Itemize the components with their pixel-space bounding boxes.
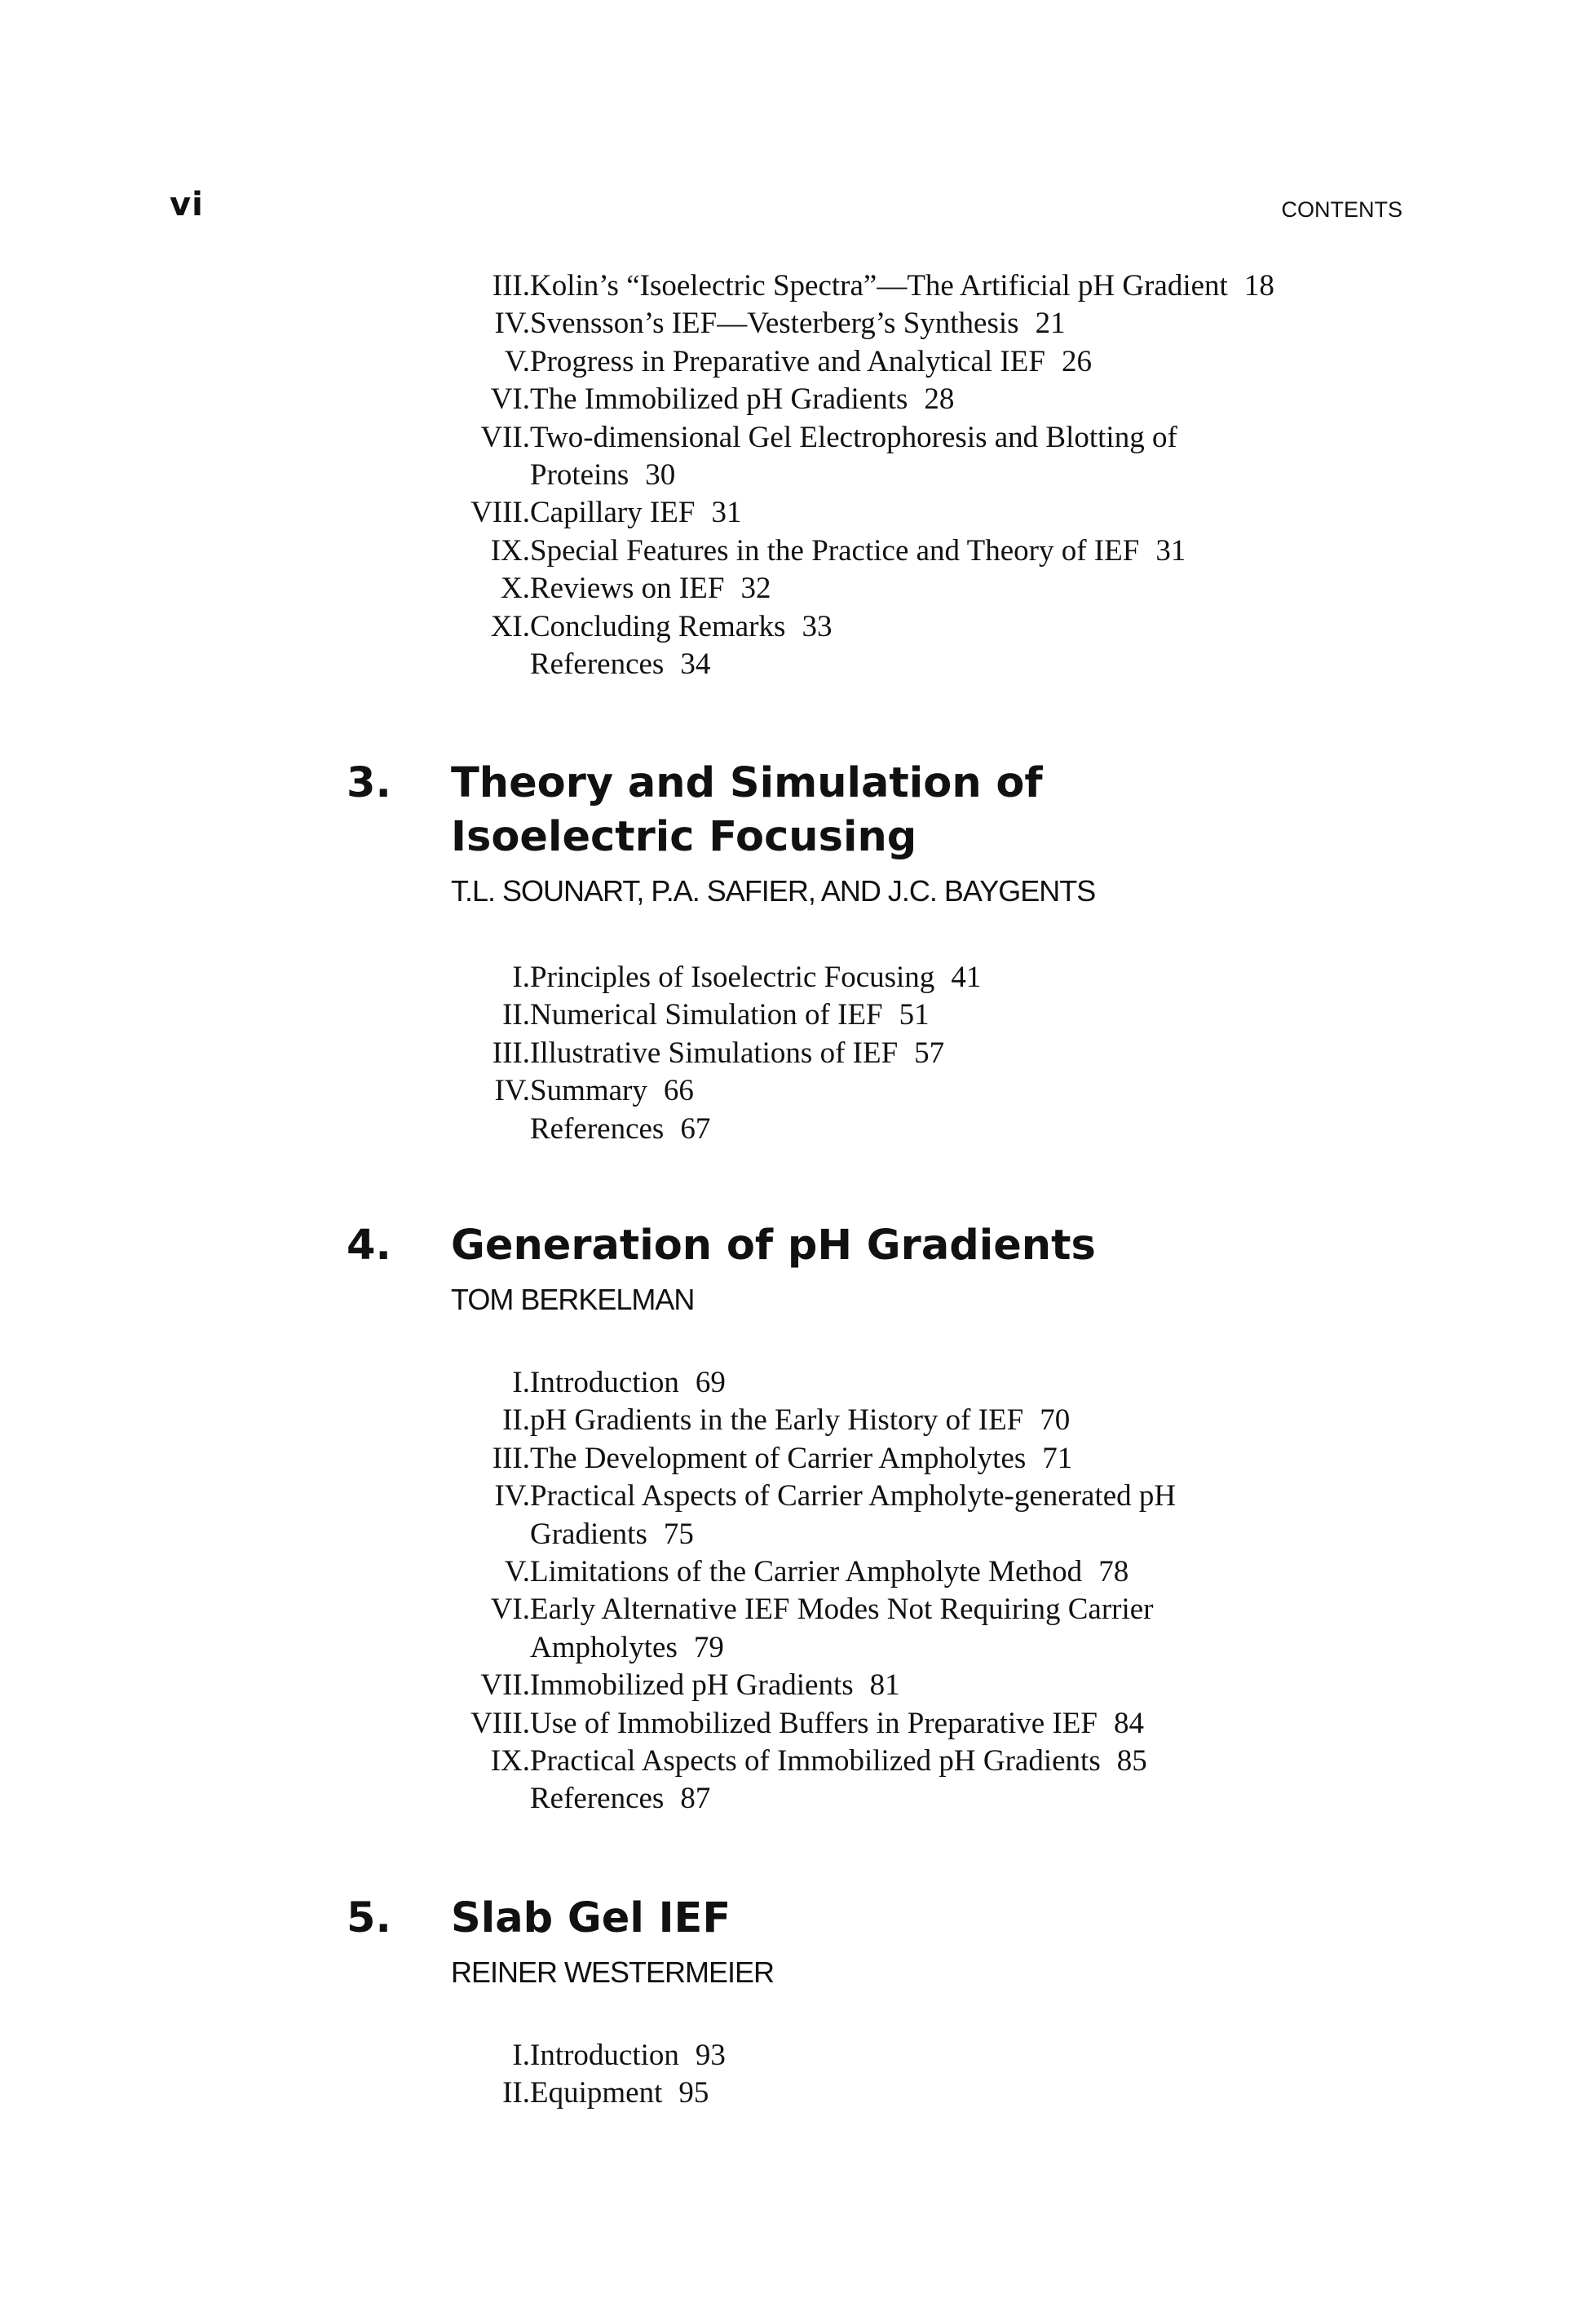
section-page-number: 32 <box>740 572 771 606</box>
section-page-number: 81 <box>869 1668 900 1703</box>
section-title-text: The Immobilized pH Gradients <box>530 382 908 417</box>
section-title <box>530 959 981 996</box>
section-page-number: 78 <box>1098 1554 1129 1588</box>
section-numeral: III. <box>492 1441 530 1475</box>
section-page-number: 57 <box>914 1036 945 1070</box>
toc-entry-line <box>0 1072 1590 1110</box>
running-head: CONTENTS <box>1281 197 1402 222</box>
section-title-text: Illustrative Simulations of IEF <box>530 1036 899 1070</box>
toc-entry-line <box>0 1440 1590 1478</box>
chapter-number: 4. <box>347 1222 391 1270</box>
toc-entry-line <box>0 1629 1590 1667</box>
toc-entry-line <box>0 343 1590 381</box>
section-page-number: 75 <box>663 1517 694 1551</box>
toc-entry-line <box>0 1516 1590 1553</box>
section-numeral: III. <box>492 269 530 303</box>
section-numeral: V. <box>504 344 530 378</box>
section-title-text: Concluding Remarks <box>530 609 786 643</box>
section-title <box>530 1591 1153 1628</box>
section-title <box>530 1478 1176 1515</box>
section-title-text: Summary <box>530 1074 647 1108</box>
section-numeral: IX. <box>490 1743 530 1778</box>
section-title-text: Introduction <box>530 2039 679 2072</box>
section-title <box>530 608 832 646</box>
toc-entry-line <box>0 305 1590 342</box>
section-title <box>530 1516 694 1553</box>
chapter-authors: TOM BERKELMAN <box>451 1283 695 1316</box>
section-title-text: pH Gradients in the Early History of IEF <box>530 1403 1024 1438</box>
toc-entry-line <box>0 1553 1590 1591</box>
section-numeral: VIII. <box>470 1706 530 1740</box>
toc-entry-line <box>0 1402 1590 1439</box>
chapter-title: Generation of pH Gradients <box>451 1222 1096 1270</box>
section-title-text: Practical Aspects of Immobilized pH Gradients <box>530 1743 1101 1778</box>
toc-entry-line <box>0 1743 1590 1780</box>
toc-entry-line <box>0 267 1590 305</box>
toc-entry-line <box>0 381 1590 418</box>
toc-entry-line <box>0 1035 1590 1072</box>
section-title <box>530 1111 710 1148</box>
section-numeral: VII. <box>480 1668 530 1703</box>
toc-entry-line <box>0 1111 1590 1148</box>
section-numeral: IV. <box>494 1479 530 1513</box>
section-title <box>530 1364 726 1402</box>
section-title-text: Gradients <box>530 1517 647 1551</box>
section-page-number: 41 <box>951 961 982 994</box>
section-page-number: 66 <box>663 1074 694 1108</box>
chapter-authors: T.L. SOUNART, P.A. SAFIER, AND J.C. BAYGENTS <box>451 874 1096 908</box>
section-numeral: I. <box>512 2039 530 2072</box>
toc-entry-line <box>0 646 1590 683</box>
section-numeral: II. <box>502 1403 530 1438</box>
section-page-number: 87 <box>680 1782 711 1816</box>
chapter-2-entries <box>0 267 1590 683</box>
section-title-text: Equipment <box>530 2076 663 2110</box>
section-title <box>530 1667 900 1704</box>
section-title-text: Immobilized pH Gradients <box>530 1668 854 1703</box>
toc-entry-line <box>0 1705 1590 1743</box>
chapter-title: Isoelectric Focusing <box>451 813 917 861</box>
toc-entry-line <box>0 457 1590 494</box>
section-title-text: Special Features in the Practice and Theory of IEF <box>530 533 1140 568</box>
section-page-number: 18 <box>1243 269 1274 303</box>
section-page-number: 33 <box>802 609 833 643</box>
section-page-number: 84 <box>1113 1706 1144 1740</box>
section-page-number: 31 <box>711 496 742 530</box>
section-title <box>530 419 1177 457</box>
section-title <box>530 996 930 1034</box>
toc-entry-line <box>0 1667 1590 1704</box>
toc-entry-line <box>0 419 1590 457</box>
section-title <box>530 646 710 683</box>
toc-entry-line <box>0 1478 1590 1515</box>
section-title-text: Limitations of the Carrier Ampholyte Method <box>530 1554 1083 1588</box>
section-title-text: Reviews on IEF <box>530 572 725 606</box>
section-page-number: 95 <box>678 2076 709 2110</box>
section-page-number: 85 <box>1116 1743 1147 1778</box>
section-title <box>530 343 1092 381</box>
section-page-number: 21 <box>1035 307 1066 341</box>
section-page-number: 28 <box>924 382 955 417</box>
toc-entry-line <box>0 1364 1590 1402</box>
section-page-number: 93 <box>695 2039 726 2072</box>
page-number: vi <box>170 186 204 223</box>
section-title <box>530 1629 724 1667</box>
section-title <box>530 1035 944 1072</box>
section-page-number: 71 <box>1042 1441 1073 1475</box>
section-numeral: VIII. <box>470 496 530 530</box>
section-numeral: III. <box>492 1036 530 1070</box>
section-numeral: VII. <box>480 420 530 454</box>
section-title <box>530 494 741 532</box>
chapter-authors: REINER WESTERMEIER <box>451 1955 775 1989</box>
section-title-text: Practical Aspects of Carrier Ampholyte-generated pH <box>530 1479 1177 1513</box>
toc-entry-line <box>0 532 1590 570</box>
section-page-number: 30 <box>645 457 676 492</box>
section-page-number: 34 <box>680 647 711 681</box>
section-title <box>530 1440 1072 1478</box>
section-title-text: References <box>530 1111 665 1146</box>
section-title <box>530 457 675 494</box>
section-title-text: Early Alternative IEF Modes Not Requiring Carrier <box>530 1593 1154 1627</box>
section-title <box>530 570 771 608</box>
toc-entry-line <box>0 1591 1590 1628</box>
section-page-number: 69 <box>695 1366 726 1399</box>
section-title <box>530 1072 694 1110</box>
toc-entry-line <box>0 2037 1590 2074</box>
section-title-text: The Development of Carrier Ampholytes <box>530 1441 1027 1475</box>
section-numeral: V. <box>504 1554 530 1588</box>
section-title-text: Use of Immobilized Buffers in Preparative IEF <box>530 1706 1098 1740</box>
chapter-3-entries <box>0 959 1590 1148</box>
section-title-text: Principles of Isoelectric Focusing <box>530 961 935 994</box>
toc-entry-line <box>0 2074 1590 2112</box>
section-title-text: References <box>530 1782 665 1816</box>
section-title <box>530 532 1186 570</box>
section-title <box>530 1743 1147 1780</box>
section-numeral: X. <box>501 572 530 606</box>
section-numeral: IX. <box>490 533 530 568</box>
section-title <box>530 305 1066 342</box>
section-title-text: References <box>530 647 665 681</box>
section-numeral: VI. <box>490 382 530 417</box>
toc-entry-line <box>0 570 1590 608</box>
section-title-text: Progress in Preparative and Analytical IEF <box>530 344 1045 378</box>
section-title-text: Capillary IEF <box>530 496 696 530</box>
section-numeral: I. <box>512 1366 530 1399</box>
chapter-title: Theory and Simulation of <box>451 759 1043 807</box>
chapter-number: 3. <box>347 759 391 807</box>
section-title-text: Introduction <box>530 1366 679 1399</box>
toc-entry-line <box>0 996 1590 1034</box>
section-page-number: 67 <box>680 1111 711 1146</box>
section-numeral: IV. <box>494 307 530 341</box>
section-numeral: II. <box>502 2076 530 2110</box>
chapter-4-entries <box>0 1364 1590 1818</box>
section-title-text: Proteins <box>530 457 629 492</box>
section-page-number: 26 <box>1061 344 1092 378</box>
chapter-number: 5. <box>347 1894 391 1942</box>
section-title <box>530 2074 709 2112</box>
toc-entry-line <box>0 1780 1590 1818</box>
section-page-number: 79 <box>693 1630 724 1664</box>
chapter-5-entries <box>0 2037 1590 2113</box>
toc-entry-line <box>0 959 1590 996</box>
section-page-number: 51 <box>899 998 930 1032</box>
section-title-text: Kolin’s “Isoelectric Spectra”—The Artificial pH Gradient <box>530 269 1228 303</box>
section-numeral: VI. <box>490 1593 530 1627</box>
section-numeral: II. <box>502 998 530 1032</box>
section-title <box>530 1402 1070 1439</box>
section-title-text: Two-dimensional Gel Electrophoresis and Blotting of <box>530 420 1177 454</box>
section-title-text: Svensson’s IEF—Vesterberg’s Synthesis <box>530 307 1019 341</box>
section-page-number: 31 <box>1155 533 1186 568</box>
section-title <box>530 381 954 418</box>
toc-entry-line <box>0 494 1590 532</box>
section-numeral: XI. <box>490 609 530 643</box>
section-title <box>530 1553 1128 1591</box>
section-title <box>530 2037 726 2074</box>
section-title-text: Ampholytes <box>530 1630 678 1664</box>
section-title <box>530 1780 710 1818</box>
chapter-title: Slab Gel IEF <box>451 1894 731 1942</box>
toc-entry-line <box>0 608 1590 646</box>
section-numeral: IV. <box>494 1074 530 1108</box>
section-title <box>530 267 1274 305</box>
section-title <box>530 1705 1144 1743</box>
section-title-text: Numerical Simulation of IEF <box>530 998 883 1032</box>
section-numeral: I. <box>512 961 530 994</box>
section-page-number: 70 <box>1040 1403 1071 1438</box>
